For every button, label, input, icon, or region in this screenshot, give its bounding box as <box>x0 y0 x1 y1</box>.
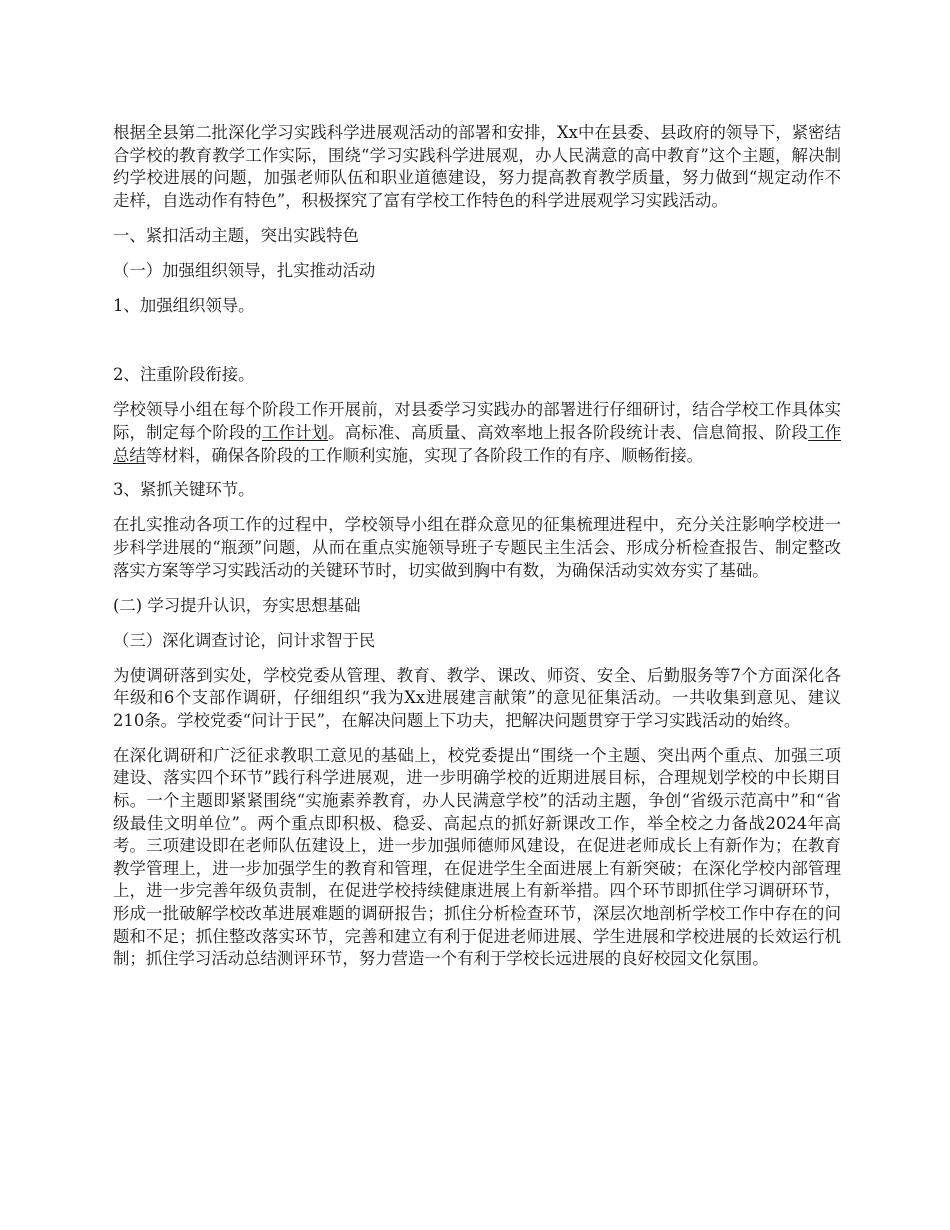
item-heading-3: 3、紧抓关键环节。 <box>113 480 255 500</box>
work-summary-link[interactable]: 工作总结 <box>113 422 842 465</box>
item-heading-2: 2、注重阶段衔接。 <box>113 365 255 385</box>
item-heading-1: 1、加强组织领导。 <box>113 295 255 315</box>
paragraph-text: 学校领导小组在每个阶段工作开展前，对县委学习实践办的部署进行仔细研讨，结合学校工作具体实际，制定每个阶段的 <box>113 400 841 442</box>
intro-paragraph: 根据全县第二批深化学习实践科学进展观活动的部署和安排，Xx中在县委、县政府的领导下，紧密结合学校的教育教学工作实际，围绕“学习实践科学进展观，办人民满意的高中教育”这个主题，解决制约学校进展的问题，加强老师队伍和职业道德建设，努力提高教育教学质量，努力做到“规定动作不走样，自选动作有特色”，积极探究了富有学校工作特色的科学进展观学习实践活动。 <box>113 123 841 210</box>
document-body <box>113 122 841 983</box>
section-heading-1: 一、紧扣活动主题，突出实践特色 <box>113 225 359 245</box>
paragraph-text: 。高标准、高质量、高效率地上报各阶段统计表、信息简报、阶段 <box>328 422 809 442</box>
plan-paragraph: 在深化调研和广泛征求教职工意见的基础上，校党委提出“围绕一个主题、突出两个重点、加强三项建设、落实四个环节”践行科学进展观，进一步明确学校的近期进展目标，合理规划学校的中长期目标。一个主题即紧紧围绕“实施素养教育，办人民满意学校”的活动主题，争创“省级示范高中”和“省级最佳文明单位”。两个重点即积极、稳妥、高起点的抓好新课改工作，举全校之力备战2024年高考。三项建设即在老师队伍建设上，进一步加强师德师风建设，在促进老师成长上有新作为；在教育教学管理上，进一步加强学生的教育和管理，在促进学生全面进展上有新突破；在深化学校内部管理上，进一步完善年级负责制，在促进学校持续健康进展上有新举措。四个环节即抓住学习调研环节，形成一批破解学校改革进展难题的调研报告；抓住分析检查环节，深层次地剖析学校工作中存在的问题和不足；抓住整改落实环节，完善和建立有利于促进老师进展、学生进展和学校进展的长效运行机制；抓住学习活动总结测评环节，努力营造一个有利于学校长远进展的良好校园文化氛围。 <box>113 745 841 969</box>
work-plan-link[interactable]: 工作计划 <box>261 422 329 442</box>
subsection-heading-1: （一）加强组织领导，扎实推动活动 <box>113 260 376 280</box>
research-paragraph: 为使调研落到实处，学校党委从管理、教育、教学、课改、师资、安全、后勤服务等7个方面深化各年级和6个支部作调研，仔细组织“我为Xx进展建言献策”的意见征集活动。一共收集到意见、建议210条。学校党委“问计于民”，在解决问题上下功夫，把解决问题贯穿于学习实践活动的始终。 <box>113 665 841 730</box>
paragraph-text: 等材料，确保各阶段的工作顺利实施，实现了各阶段工作的有序、顺畅衔接。 <box>145 445 704 465</box>
subsection-heading-2: (二) 学习提升认识，夯实思想基础 <box>113 595 361 615</box>
key-links-paragraph: 在扎实推动各项工作的过程中，学校领导小组在群众意见的征集梳理进程中，充分关注影响学校进一步科学进展的“瓶颈”问题，从而在重点实施领导班子专题民主生活会、形成分析检查报告、制定整改落实方案等学习实践活动的关键环节时，切实做到胸中有数，为确保活动实效夯实了基础。 <box>113 515 841 580</box>
stage-connection-paragraph <box>113 399 841 467</box>
subsection-heading-3: （三）深化调查讨论，问计求智于民 <box>113 630 376 650</box>
